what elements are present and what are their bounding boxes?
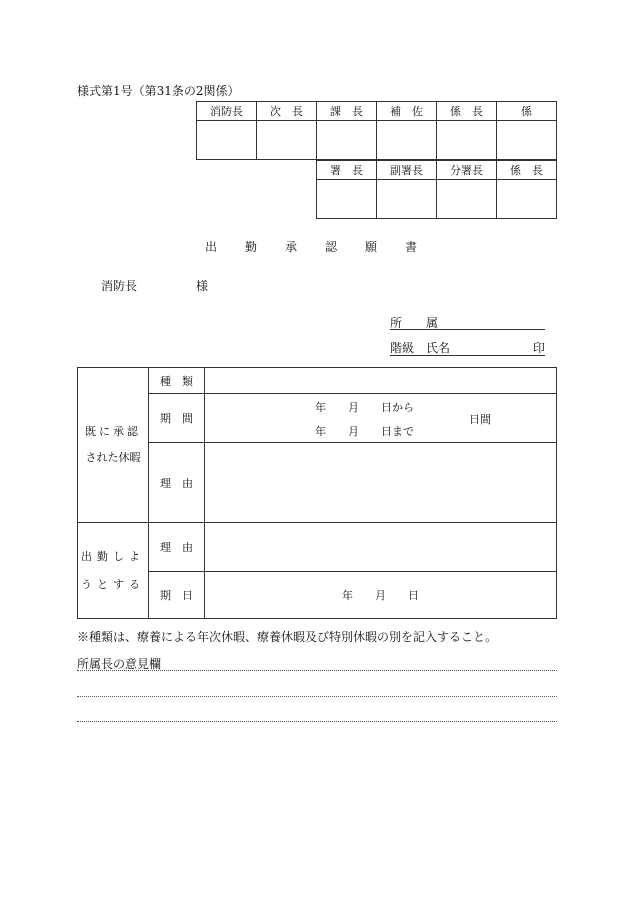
rank-name-label: 階級 氏名	[390, 341, 451, 355]
request-table	[77, 367, 557, 619]
approval-seal-box[interactable]	[377, 121, 437, 160]
affiliation-line[interactable]	[390, 329, 545, 330]
rank-name-line[interactable]	[390, 355, 545, 356]
approval-label-station-chief: 署 長	[317, 161, 377, 180]
note-text: ※種類は、療養による年次休暇、療養休暇及び特別休暇の別を記入すること。	[77, 630, 498, 644]
approved-reason-label: 理 由	[149, 443, 205, 523]
approved-leave-heading-line2: された休暇	[85, 451, 141, 464]
approval-seal-box[interactable]	[497, 121, 557, 160]
attend-reason-label: 理 由	[149, 523, 205, 572]
approval-table-top	[196, 101, 557, 160]
attend-reason-field[interactable]	[205, 523, 557, 572]
approval-label-branch-chief: 分署長	[437, 161, 497, 180]
period-field[interactable]	[205, 394, 557, 443]
attend-heading-line1: 出勤しよ	[81, 549, 145, 563]
seal-mark: 印	[533, 341, 546, 355]
attend-heading-line2: うとする	[81, 577, 145, 591]
attend-heading	[78, 523, 149, 619]
approval-table-bottom	[316, 160, 557, 219]
kind-field[interactable]	[205, 368, 557, 394]
approval-label-section-chief: 課 長	[317, 102, 377, 121]
approval-seal-box[interactable]	[317, 121, 377, 160]
approval-label-subsection-chief: 係 長	[437, 102, 497, 121]
addressee-honorific: 様	[196, 279, 209, 293]
approval-label-staff: 係	[497, 102, 557, 121]
approved-leave-heading	[78, 368, 149, 523]
opinion-line[interactable]	[77, 721, 557, 722]
approved-reason-field[interactable]	[205, 443, 557, 523]
form-number: 様式第1号（第31条の2関係）	[77, 84, 240, 98]
approval-seal-box[interactable]	[197, 121, 257, 160]
opinion-label: 所属長の意見欄	[77, 657, 162, 671]
approval-label-chief: 消防長	[197, 102, 257, 121]
opinion-line[interactable]	[77, 696, 557, 697]
approval-seal-box[interactable]	[437, 180, 497, 219]
approval-seal-box[interactable]	[497, 180, 557, 219]
approval-label-assistant: 補 佐	[377, 102, 437, 121]
approval-seal-box[interactable]	[437, 121, 497, 160]
approval-seal-box[interactable]	[377, 180, 437, 219]
approval-label-subsection-chief-2: 係 長	[497, 161, 557, 180]
opinion-line[interactable]	[77, 670, 557, 671]
addressee-to: 消防長	[101, 279, 138, 293]
kind-label: 種 類	[149, 368, 205, 394]
attend-date-label: 期 日	[149, 572, 205, 619]
period-label: 期 間	[149, 394, 205, 443]
approval-label-vice-station-chief: 副署長	[377, 161, 437, 180]
approval-seal-box[interactable]	[257, 121, 317, 160]
approval-seal-box[interactable]	[317, 180, 377, 219]
affiliation-label: 所 属	[390, 316, 439, 330]
attend-date-field[interactable]: 年 月 日	[205, 572, 557, 619]
period-to: 年 月 日まで	[315, 425, 414, 438]
period-from: 年 月 日から	[315, 401, 414, 414]
period-days: 日間	[469, 413, 491, 426]
approval-label-deputy: 次 長	[257, 102, 317, 121]
document-title: 出 勤 承 認 願 書	[204, 240, 425, 254]
approved-leave-heading-line1: 既に承認	[85, 425, 141, 438]
